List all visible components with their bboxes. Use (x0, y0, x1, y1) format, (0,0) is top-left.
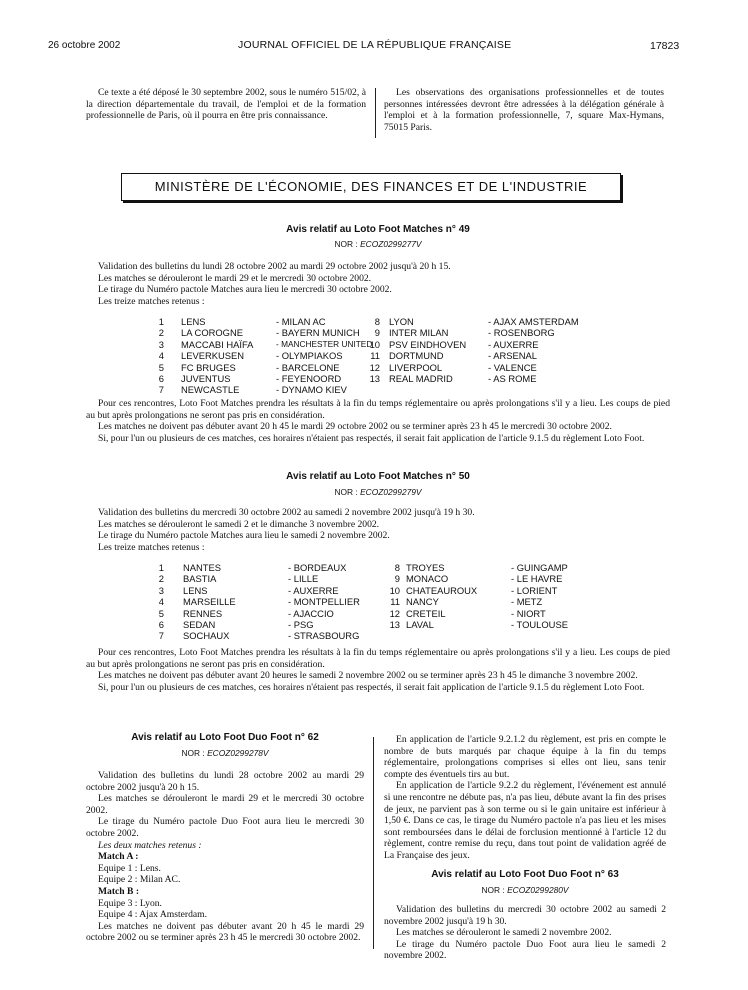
duo-63-nor (384, 885, 666, 895)
duo-paragraph: Validation des bulletins du lundi 28 octobre 2002 au mardi 29 octobre 2002 jusqu'à 20 h 15. (86, 770, 364, 793)
nor-label: NOR : (334, 239, 358, 249)
match-row: 7 SOCHAUX - STRASBOURG (158, 630, 360, 642)
avis-49-nor (86, 239, 670, 249)
intro-line: Les treize matches retenus : (98, 541, 205, 553)
header-journal-title: JOURNAL OFFICIEL DE LA RÉPUBLIQUE FRANÇAISE (238, 39, 512, 51)
nor-code: ECOZ0299277V (360, 239, 422, 249)
avis-50-nor (86, 487, 670, 497)
match-row: 2 LA COROGNE - BAYERN MUNICH 9 INTER MILAN - ROSENBORG (158, 327, 555, 339)
duo-paragraph: Le tirage du Numéro pactole Duo Foot aura lieu le samedi 2 novembre 2002. (384, 938, 666, 962)
nor-code: ECOZ0299278V (207, 748, 269, 758)
match-row: 1 NANTES - BORDEAUX 8 TROYES - GUINGAMP (158, 562, 568, 573)
column-divider (375, 88, 376, 138)
match-row: 3 MACCABI HAÏFA - MANCHESTER UNITED 10 PSV EINDHOVEN - AUXERRE (158, 338, 539, 350)
intro-line: Validation des bulletins du mercredi 30 octobre 2002 au samedi 2 novembre 2002 jusqu'à 19 h 30. (98, 507, 475, 518)
duo-rules (384, 734, 666, 862)
header-page-number: 17823 (650, 40, 680, 52)
nor-code: ECOZ0299280V (507, 885, 569, 895)
ministry-banner (121, 173, 621, 201)
match-row: 5 FC BRUGES - BARCELONE 12 LIVERPOOL - VALENCE (158, 361, 537, 373)
match-b-label: Match B : (98, 885, 140, 897)
nor-label: NOR : (334, 487, 358, 497)
duo-paragraph: Les matches se dérouleront le samedi 2 novembre 2002. (396, 927, 612, 939)
nor-code: ECOZ0299279V (360, 487, 422, 497)
avis-49-title: Avis relatif au Loto Foot Matches n° 49 (286, 224, 470, 235)
matches-retained-label: Les deux matches retenus : (98, 839, 202, 851)
match-row: 4 LEVERKUSEN - OLYMPIAKOS 11 DORTMUND - ARSENAL (158, 350, 537, 362)
duo-paragraph: Les matches se dérouleront le mardi 29 et le mercredi 30 octobre 2002. (86, 793, 364, 816)
rule-paragraph: Si, pour l'un ou plusieurs de ces matches, ces horaires n'étaient pas respectés, il serait fait application de l'article 9.1.5 du règlement Loto Foot. (98, 681, 645, 693)
header-date: 26 octobre 2002 (48, 40, 121, 51)
match-row: 5 RENNES - AJACCIO 12 CRETEIL - NIORT (158, 607, 546, 619)
avis-50-rules (86, 647, 670, 693)
rule-paragraph: Les matches ne doivent pas débuter avant 20 h 45 le mardi 29 octobre 2002 ou se terminer après 23 h 45 le mercredi 30 octobre 2002. (98, 421, 612, 433)
rule-paragraph: Les matches ne doivent pas débuter avant 20 heures le samedi 2 novembre 2002 ou se terminer après 23 h 45 le dimanche 3 novembre 2002. (98, 670, 638, 682)
match-row: 2 BASTIA - LILLE 9 MONACO - LE HAVRE (158, 573, 563, 585)
duo-62-nor (86, 748, 364, 758)
column-divider (373, 737, 374, 949)
duo-63-title: Avis relatif au Loto Foot Duo Foot n° 63 (431, 869, 619, 880)
avis-50-intro (86, 507, 670, 553)
match-row: 6 JUVENTUS - FEYENOORD 13 REAL MADRID - AS ROME (158, 372, 537, 384)
match-row: 7 NEWCASTLE - DYNAMO KIEV (158, 384, 347, 396)
team-line: Equipe 2 : Milan AC. (98, 874, 181, 886)
team-line: Equipe 3 : Lyon. (98, 897, 162, 909)
duo-closing-paragraph: Les matches ne doivent pas débuter avant 20 h 45 le mardi 29 octobre 2002 ou se terminer après 23 h 45 le mercredi 30 octobre 2002. (86, 920, 364, 944)
nor-label: NOR : (181, 748, 205, 758)
rule-paragraph: En application de l'article 9.2.1.2 du règlement, est pris en compte le nombre de buts marqués par chaque équipe à la fin du temps réglementaire, prolongations comprises si elles ont lieu, sans tenir compte des éventuels tirs au but. (384, 734, 666, 780)
deposit-paragraph: Ce texte a été déposé le 30 septembre 2002, sous le numéro 515/02, à la direction départementale du travail, de l'emploi et de la formation professionnelle de Paris, où il pourra en être pris connaissance. (86, 87, 366, 122)
match-row: 1 LENS - MILAN AC 8 LYON - AJAX AMSTERDAM (158, 316, 579, 327)
match-a-label: Match A : (98, 851, 139, 863)
duo-paragraph: Le tirage du Numéro pactole Duo Foot aura lieu le mercredi 30 octobre 2002. (86, 816, 364, 839)
intro-line: Les treize matches retenus : (98, 295, 205, 307)
nor-label: NOR : (481, 885, 505, 895)
match-row: 4 MARSEILLE - MONTPELLIER 11 NANCY - METZ (158, 596, 543, 608)
avis-50-title: Avis relatif au Loto Foot Matches n° 50 (286, 471, 470, 482)
rule-paragraph: Si, pour l'un ou plusieurs de ces matches, ces horaires n'étaient pas respectés, il serait fait application de l'article 9.1.5 du règlement Loto Foot. (98, 432, 645, 444)
intro-line: Les matches se dérouleront le mardi 29 et le mercredi 30 octobre 2002. (98, 272, 372, 284)
rule-paragraph: Pour ces rencontres, Loto Foot Matches prendra les résultats à la fin du temps réglementaire ou après prolongations s'il y a lieu. Les coups de pied au but après prolongations ne seront pas pris en considération. (86, 398, 670, 421)
rule-paragraph: En application de l'article 9.2.2 du règlement, l'événement est annulé si une rencontre ne débute pas, n'a pas lieu, débute avant la fin des prises de jeux, ne parvient pas à son terme ou si le gain unitaire est inférieur à 1,50 €. Dans ce cas, le tirage du Numéro pactole n'a pas lieu et les mises sont remboursées dans le délai de forclusion mentionné à l'article 12 du règlement, contre remise du reçu, dans tout point de validation agréé de La Française des jeux. (384, 780, 666, 861)
match-row: 3 LENS - AUXERRE 10 CHATEAUROUX - LORIENT (158, 584, 558, 596)
avis-50-match-list (150, 562, 590, 642)
avis-49-intro (86, 261, 670, 307)
team-line: Equipe 4 : Ajax Amsterdam. (98, 909, 207, 921)
avis-49-match-list (150, 316, 590, 396)
intro-line: Le tirage du Numéro pactole Matches aura lieu le mercredi 30 octobre 2002. (98, 284, 392, 296)
duo-62-body (86, 770, 364, 944)
team-line: Equipe 1 : Lens. (98, 862, 161, 874)
duo-62-title: Avis relatif au Loto Foot Duo Foot n° 62 (131, 732, 319, 743)
avis-49-rules (86, 398, 670, 444)
duo-63-body (384, 904, 666, 962)
match-row: 6 SEDAN - PSG 13 LAVAL - TOULOUSE (158, 618, 568, 630)
duo-paragraph: Validation des bulletins du mercredi 30 octobre 2002 au samedi 2 novembre 2002 jusqu'à 19 h 30. (384, 904, 666, 927)
rule-paragraph: Pour ces rencontres, Loto Foot Matches prendra les résultats à la fin du temps réglementaire ou après prolongations s'il y a lieu. Les coups de pied au but après prolongations ne seront pas pris en considération. (86, 647, 670, 670)
intro-line: Le tirage du Numéro pactole Matches aura lieu le samedi 2 novembre 2002. (98, 530, 390, 542)
intro-line: Les matches se dérouleront le samedi 2 et le dimanche 3 novembre 2002. (98, 518, 380, 530)
ministry-title: MINISTÈRE DE L'ÉCONOMIE, DES FINANCES ET DE L'INDUSTRIE (154, 179, 588, 194)
observations-paragraph: Les observations des organisations professionnelles et de toutes personnes intéressées devront être adressées à la délégation générale à l'emploi et à la formation professionnelle, 7, square Max-Hymans, 75015 Paris. (384, 87, 664, 133)
intro-line: Validation des bulletins du lundi 28 octobre 2002 au mardi 29 octobre 2002 jusqu'à 20 h 15. (98, 261, 451, 272)
